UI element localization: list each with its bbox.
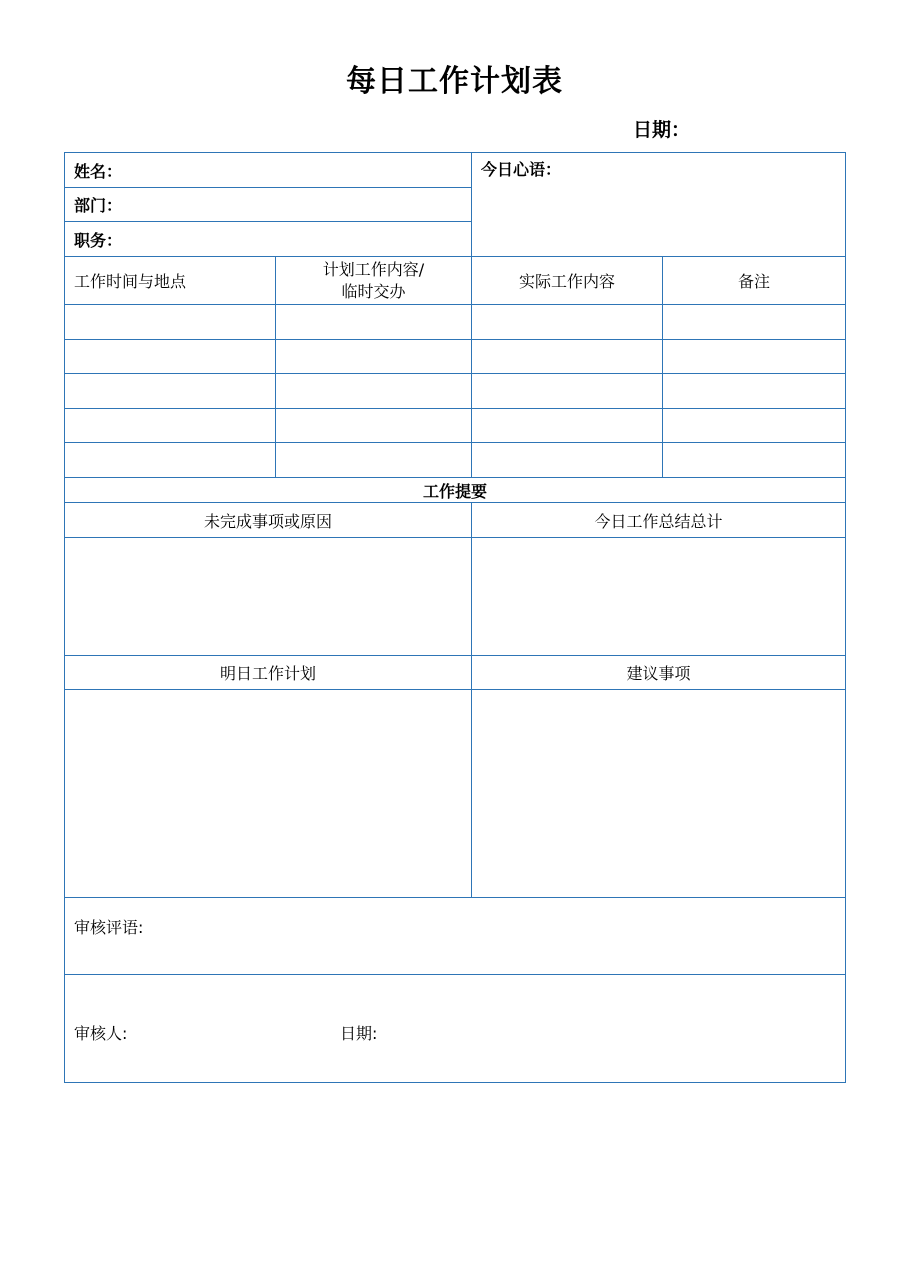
table-cell[interactable] [65, 443, 276, 478]
header-planned-content-line2: 临时交办 [341, 281, 406, 301]
table-cell[interactable] [276, 443, 472, 478]
header-remarks: 备注 [663, 257, 846, 305]
table-cell[interactable] [663, 443, 846, 478]
header-planned-content [276, 257, 472, 305]
unfinished-items-header: 未完成事项或原因 [65, 503, 472, 538]
name-field[interactable] [65, 153, 472, 188]
table-cell[interactable] [65, 409, 276, 443]
table-cell[interactable] [663, 374, 846, 409]
unfinished-items-field[interactable] [65, 538, 472, 656]
review-comment-field[interactable] [65, 898, 846, 975]
table-row [65, 409, 846, 443]
header-actual-content: 实际工作内容 [472, 257, 663, 305]
table-cell[interactable] [276, 340, 472, 374]
department-field[interactable] [65, 188, 472, 222]
table-cell[interactable] [663, 409, 846, 443]
tomorrow-plan-field[interactable] [65, 690, 472, 898]
table-cell[interactable] [472, 443, 663, 478]
today-summary-field[interactable] [472, 538, 846, 656]
table-cell[interactable] [663, 340, 846, 374]
motto-field[interactable] [472, 153, 846, 257]
header-planned-content-line1: 计划工作内容/ [322, 259, 425, 279]
table-cell[interactable] [472, 374, 663, 409]
table-cell[interactable] [276, 374, 472, 409]
page-title: 每日工作计划表 [346, 64, 563, 99]
table-cell[interactable] [65, 340, 276, 374]
review-date-label: 日期: [340, 1023, 378, 1043]
name-label: 姓名： [74, 161, 123, 181]
table-cell[interactable] [472, 305, 663, 340]
table-cell[interactable] [276, 409, 472, 443]
table-cell[interactable] [472, 409, 663, 443]
table-cell[interactable] [65, 305, 276, 340]
table-row [65, 443, 846, 478]
review-comment-label: 审核评语: [74, 918, 144, 937]
today-summary-header: 今日工作总结总计 [472, 503, 846, 538]
suggestions-header: 建议事项 [472, 656, 846, 690]
suggestions-field[interactable] [472, 690, 846, 898]
reviewer-label: 审核人: [74, 1023, 128, 1043]
reviewer-signoff-field[interactable] [65, 975, 846, 1083]
table-row [65, 340, 846, 374]
work-summary-title: 工作提要 [65, 478, 846, 503]
date-label: 日期： [633, 119, 691, 141]
table-cell[interactable] [65, 374, 276, 409]
table-cell[interactable] [663, 305, 846, 340]
header-time-location: 工作时间与地点 [65, 257, 276, 305]
table-row [65, 374, 846, 409]
tomorrow-plan-header: 明日工作计划 [65, 656, 472, 690]
motto-label: 今日心语： [481, 160, 562, 179]
department-label: 部门： [74, 196, 123, 215]
daily-plan-form [64, 152, 846, 1083]
position-label: 职务： [74, 230, 123, 250]
table-cell[interactable] [276, 305, 472, 340]
table-row [65, 305, 846, 340]
table-cell[interactable] [472, 340, 663, 374]
position-field[interactable] [65, 222, 472, 257]
